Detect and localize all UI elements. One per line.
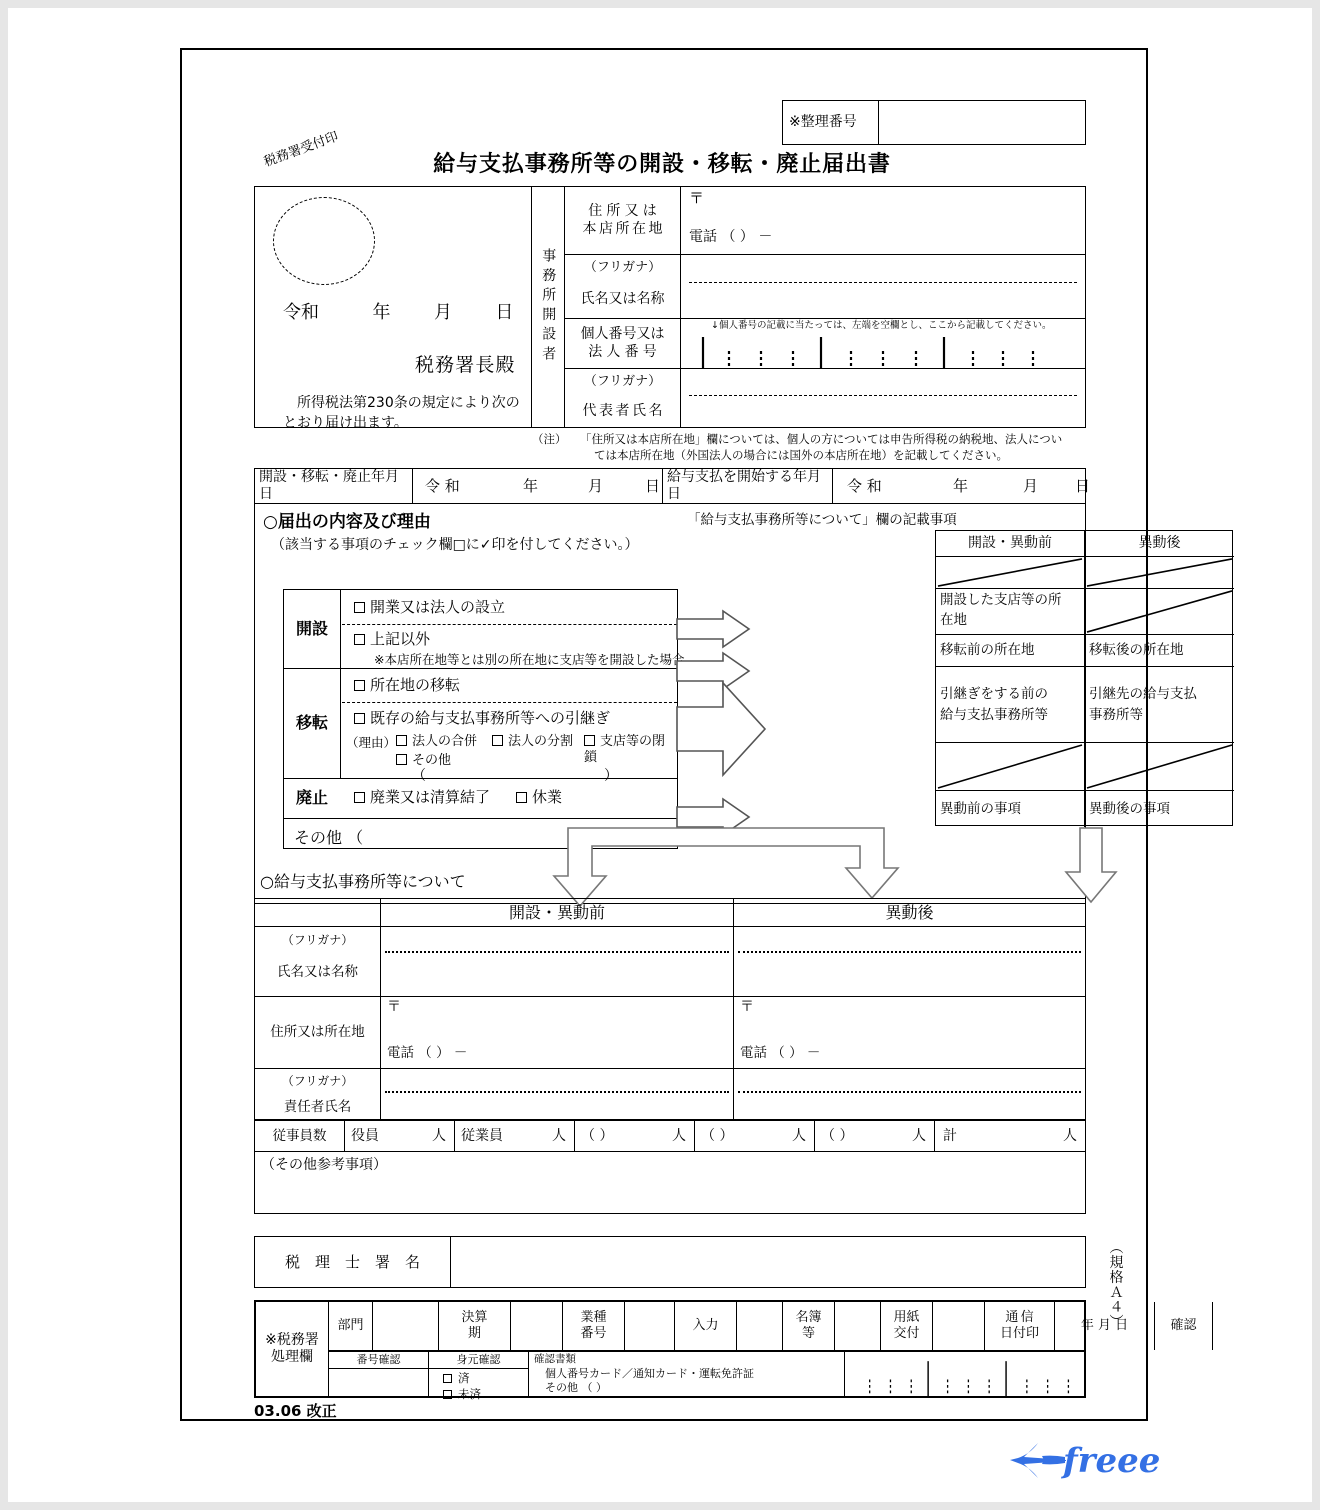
row-divider-1 — [284, 668, 677, 669]
checkbox-shozaichi-iten[interactable] — [354, 680, 365, 691]
checkbox-hikitsugi-label: 既存の給与支払事務所等への引継ぎ — [370, 709, 611, 727]
staff-cell-other-1-unit: 人 — [672, 1128, 686, 1144]
checkbox-bunkatsu-label: 法人の分割 — [508, 734, 574, 749]
payroll-manager-after-field[interactable] — [734, 1069, 1085, 1121]
row-divider-3 — [284, 818, 677, 819]
checkbox-item-sonota-riyuu[interactable] — [396, 753, 451, 769]
tax-accountant-row — [254, 1236, 1086, 1288]
payroll-name-after-field[interactable] — [734, 927, 1085, 997]
payroll-office-header-after: 異動後 — [734, 899, 1085, 927]
processing-val-nyuuryoku[interactable] — [737, 1302, 783, 1350]
staff-cell-other-3[interactable] — [815, 1121, 935, 1151]
verify-number-check-label: 番号確認 — [329, 1352, 429, 1369]
checkbox-item-hikitsugi[interactable] — [354, 709, 610, 728]
office-value-column — [681, 187, 1085, 427]
staff-cell-other-2[interactable] — [695, 1121, 815, 1151]
payroll-manager-before-divider — [385, 1091, 729, 1093]
reason-checkbox-table — [283, 589, 685, 849]
reference-row-3-after: 移転後の所在地 — [1085, 635, 1234, 667]
group-label-haishi: 廃止 — [295, 788, 328, 807]
reason-section-heading: ○届出の内容及び理由 — [263, 512, 431, 532]
swallow-icon — [1010, 1443, 1066, 1478]
verify-identity-options[interactable] — [429, 1369, 529, 1401]
submission-date-year: 年 — [372, 302, 391, 323]
reference-row-1-after — [1085, 557, 1234, 589]
payroll-manager-furigana-label: （フリガナ） — [281, 1073, 354, 1088]
diagonal-slash-1b — [1085, 557, 1234, 588]
address-note-line2: ては本店所在地（外国法人の場合には国外の本店所在地）を記載してください。 — [594, 448, 1008, 462]
staff-cell-yakuin-name: 役員 — [351, 1128, 379, 1144]
reference-table-header-before: 開設・異動前 — [936, 531, 1085, 557]
office-number-hint: ↓個人番号の記載に当たっては、左端を空欄とし、ここから記載してください。 — [711, 320, 1052, 331]
reference-table — [935, 530, 1233, 826]
checkbox-hikitsugi[interactable] — [354, 713, 365, 724]
diagonal-slash-5a — [936, 743, 1084, 790]
submission-date — [283, 302, 513, 325]
diagonal-slash-1a — [936, 557, 1084, 588]
verify-identity-option-pending[interactable] — [443, 1387, 481, 1401]
date-row — [254, 468, 1091, 504]
other-notes-box[interactable] — [254, 1152, 1086, 1214]
staff-cell-total[interactable] — [935, 1121, 1085, 1151]
processing-val-kessanki[interactable] — [511, 1302, 563, 1350]
payroll-name-label-cell — [255, 927, 381, 997]
payroll-start-era: 令 和 — [847, 477, 882, 495]
date-stamp-ticks — [845, 1352, 1084, 1396]
staff-count-label: 従事員数 — [255, 1121, 345, 1151]
statute-note-line1: 所得税法第230条の規定により次の — [297, 395, 520, 411]
office-name-label: 氏名又は名称 — [565, 282, 680, 319]
page-background — [8, 8, 1312, 1502]
office-number-ticks — [681, 335, 1087, 369]
processing-col-tsuushin: 通信 日付印 — [985, 1302, 1055, 1350]
checkbox-haigyou-label: 廃業又は清算結了 — [370, 788, 491, 806]
checkbox-identity-pending[interactable] — [443, 1390, 452, 1399]
reference-row-3-before: 移転前の所在地 — [936, 635, 1085, 667]
kaisetsu-supplement-note: ※本店所在地等とは別の所在地に支店等を開設した場合 — [374, 652, 685, 667]
reference-row-2-before-line1: 開設した支店等の所 — [940, 592, 1062, 608]
verify-identity-option-done-label: 済 — [458, 1371, 470, 1385]
receipt-stamp-label: 税務署受付印 — [262, 129, 341, 171]
group-label-iten: 移転 — [295, 713, 328, 732]
address-note-line1: 「住所又は本店所在地」欄については、個人の方については申告所得税の納税地、法人につい — [580, 432, 1063, 446]
checkbox-shozaichi-iten-label: 所在地の移転 — [370, 676, 461, 694]
payroll-phone-after[interactable]: 電話 （ ） － — [740, 1045, 821, 1061]
form-sheet — [180, 48, 1197, 1421]
checkbox-item-haigyou[interactable] — [354, 788, 490, 807]
office-number-field[interactable] — [681, 319, 1085, 369]
payroll-office-corner-cell — [255, 899, 381, 927]
office-name-field[interactable] — [681, 282, 1085, 319]
checkbox-kaigyou[interactable] — [354, 602, 365, 613]
office-furigana-field-1[interactable] — [681, 255, 1085, 282]
checkbox-item-jouki-igai[interactable] — [354, 630, 430, 649]
processing-col-nengappi: 年 月 日 — [1055, 1302, 1155, 1350]
other-reason-label: その他 （ — [294, 828, 364, 847]
reference-row-2-after — [1085, 589, 1234, 635]
processing-val-meibo[interactable] — [835, 1302, 881, 1350]
staff-cell-yakuin-unit: 人 — [432, 1128, 446, 1144]
office-label-column — [565, 187, 681, 427]
verify-date-stamp-field[interactable] — [845, 1352, 1084, 1396]
flow-arrows — [675, 589, 935, 849]
payroll-start-month: 月 — [1023, 477, 1039, 495]
staff-cell-jugyouin[interactable] — [455, 1121, 575, 1151]
processing-col-kakunin: 確認 — [1155, 1302, 1213, 1350]
down-flow-arrows — [562, 828, 1122, 908]
submission-date-era: 令和 — [283, 302, 319, 323]
office-representative-label: 代表者氏名 — [582, 403, 666, 420]
payroll-start-date-field[interactable] — [833, 469, 1091, 503]
reference-row-4-before — [936, 667, 1085, 743]
seirei-number-input[interactable] — [879, 101, 1085, 144]
postal-mark-icon: 〒 — [689, 189, 705, 207]
arrow-down-left-elbow — [554, 828, 898, 906]
payroll-manager-label-cell — [255, 1069, 381, 1121]
arrow-iten-shozaichi — [677, 653, 749, 689]
iten-reason-label: （理由） — [346, 735, 397, 750]
office-establisher-vertical-label: 事務所開設者 — [531, 187, 565, 427]
postal-mark-icon-before: 〒 — [387, 999, 401, 1015]
tax-accountant-label: 税 理 士 署 名 — [255, 1237, 451, 1287]
staff-count-row — [254, 1120, 1086, 1152]
processing-col-gyoushu: 業種 番号 — [563, 1302, 625, 1350]
payroll-manager-label: 責任者氏名 — [283, 1098, 352, 1115]
reference-row-4-before-line1: 引継ぎをする前の — [940, 686, 1048, 703]
reference-row-6-before: 異動前の事項 — [936, 791, 1085, 827]
tax-office-label-cell — [256, 1302, 329, 1396]
checkbox-kyuugyou[interactable] — [516, 792, 527, 803]
payroll-start-year: 年 — [953, 477, 969, 495]
reference-row-1-before — [936, 557, 1085, 589]
office-address-label: 住所又は 本店所在地 — [565, 187, 680, 255]
verify-docs-line2: その他 （ ） — [545, 1381, 607, 1394]
iten-paren-open: （ — [412, 768, 426, 784]
payroll-office-header-before: 開設・異動前 — [381, 899, 734, 927]
checkbox-item-heisa[interactable] — [584, 734, 677, 767]
diagonal-slash-2b — [1085, 589, 1234, 634]
payroll-manager-after-divider — [738, 1091, 1081, 1093]
verify-identity-check-label: 身元確認 — [429, 1352, 529, 1369]
event-date-field[interactable] — [413, 469, 663, 503]
verify-docs-label: 確認書類 — [534, 1353, 576, 1365]
staff-cell-other-3-name: （ ） — [821, 1128, 854, 1144]
checkbox-jouki-igai[interactable] — [354, 634, 365, 645]
payroll-office-heading: ○給与支払事務所等について — [260, 872, 466, 891]
reference-row-2-before-line2: 在地 — [940, 611, 967, 628]
reference-row-2-before — [936, 589, 1085, 635]
tax-accountant-field[interactable] — [451, 1237, 1085, 1287]
payroll-address-after-field[interactable] — [734, 997, 1085, 1069]
staff-cell-jugyouin-unit: 人 — [552, 1128, 566, 1144]
seirei-number-label: ※整理番号 — [783, 101, 879, 144]
group-divider-kaisetsu — [340, 590, 341, 668]
staff-cell-other-2-name: （ ） — [701, 1128, 734, 1144]
checkbox-heisa[interactable] — [584, 735, 595, 746]
staff-cell-total-name: 計 — [943, 1128, 957, 1144]
tax-office-processing-block — [254, 1300, 1197, 1401]
submission-date-day: 日 — [495, 302, 514, 323]
verify-identity-option-pending-label: 未済 — [458, 1387, 481, 1401]
reference-row-5-after — [1085, 743, 1234, 791]
tax-office-bottom-strip — [329, 1352, 1084, 1401]
checkbox-kyuugyou-label: 休業 — [532, 788, 563, 806]
processing-val-bumon[interactable] — [373, 1302, 439, 1350]
office-address-field[interactable] — [681, 187, 1085, 255]
revision-note: 03.06 改正 — [254, 1402, 337, 1420]
payroll-name-after-divider — [738, 951, 1081, 953]
event-date-day: 日 — [645, 477, 661, 495]
event-date-label: 開設・移転・廃止年月日 — [255, 469, 413, 503]
reference-row-4-before-line2: 給与支払事務所等 — [940, 706, 1048, 723]
checkbox-sonota-riyuu[interactable] — [396, 754, 407, 765]
staff-cell-other-2-unit: 人 — [792, 1128, 806, 1144]
office-furigana-field-2[interactable] — [681, 369, 1085, 395]
seirei-number-box — [782, 100, 1086, 145]
staff-cell-other-1[interactable] — [575, 1121, 695, 1151]
form-title: 給与支払事務所等の開設・移転・廃止届出書 — [433, 152, 891, 178]
group-label-kaisetsu: 開設 — [295, 619, 328, 638]
freee-logo-svg — [1008, 1430, 1161, 1492]
office-phone-field[interactable]: 電話 （ ） － — [689, 229, 773, 245]
processing-col-nyuuryoku: 入力 — [675, 1302, 737, 1350]
payroll-name-before-divider — [385, 951, 729, 953]
addressee-label: 税務署長殿 — [415, 354, 516, 376]
payroll-name-furigana-label: （フリガナ） — [281, 932, 354, 947]
checkbox-item-kyuugyou[interactable] — [516, 788, 562, 807]
group-divider-iten — [340, 668, 341, 778]
upper-main-block — [254, 186, 1086, 431]
staff-cell-total-unit: 人 — [1063, 1128, 1077, 1144]
processing-col-youshi: 用紙 交付 — [881, 1302, 933, 1350]
paper-spec-vertical-label: （規格Ａ４） — [1107, 1240, 1124, 1330]
payroll-address-before-field[interactable] — [381, 997, 734, 1069]
office-furigana-label-2: （フリガナ） — [583, 373, 662, 389]
processing-val-gyoushu[interactable] — [625, 1302, 675, 1350]
checkbox-item-kaigyou[interactable] — [354, 598, 505, 617]
tax-office-label-line1: ※税務署 — [265, 1331, 319, 1348]
arrow-kaisetsu — [677, 611, 749, 647]
checkbox-item-bunkatsu[interactable] — [492, 734, 573, 750]
checkbox-jouki-igai-label: 上記以外 — [370, 630, 431, 648]
verify-number-check-field[interactable] — [329, 1369, 429, 1396]
iten-inner-divider — [342, 702, 677, 703]
office-number-label: 個人番号又は 法人番号 — [565, 319, 680, 369]
reference-row-4-after-line2: 事務所等 — [1089, 706, 1143, 723]
verify-docs-line1: 個人番号カード／通知カード・運転免許証 — [545, 1367, 754, 1380]
address-note-marker: （注） — [532, 432, 567, 446]
office-representative-field[interactable] — [681, 395, 1085, 429]
kaisetsu-inner-divider — [342, 624, 677, 625]
payroll-start-day: 日 — [1075, 477, 1091, 495]
staff-cell-yakuin[interactable] — [345, 1121, 455, 1151]
checkbox-gappei[interactable] — [396, 735, 407, 746]
payroll-name-before-field[interactable] — [381, 927, 734, 997]
receipt-stamp-circle — [273, 197, 375, 285]
processing-col-kessanki: 決算 期 — [439, 1302, 511, 1350]
staff-cell-other-3-unit: 人 — [912, 1128, 926, 1144]
tax-office-label-line2: 処理欄 — [271, 1349, 313, 1365]
reference-row-4-after — [1085, 667, 1234, 743]
office-furigana-label-1: （フリガナ） — [583, 260, 662, 276]
submission-date-month: 月 — [433, 302, 452, 323]
event-date-month: 月 — [588, 477, 604, 495]
statute-note-line2: とおり届け出ます。 — [283, 415, 408, 431]
payroll-manager-before-field[interactable] — [381, 1069, 734, 1121]
reference-row-4-after-line1: 引継先の給与支払 — [1089, 686, 1197, 703]
reference-table-header-after: 異動後 — [1085, 531, 1234, 557]
checkbox-bunkatsu[interactable] — [492, 735, 503, 746]
verify-docs-cell — [529, 1352, 845, 1396]
checkbox-kaigyou-label: 開業又は法人の設立 — [370, 598, 506, 616]
checkbox-gappei-label: 法人の合併 — [412, 734, 478, 749]
processing-val-youshi[interactable] — [933, 1302, 985, 1350]
postal-mark-icon-after: 〒 — [740, 999, 754, 1015]
row-divider-2 — [284, 778, 677, 779]
arrow-down-right — [1066, 828, 1116, 902]
payroll-phone-before[interactable]: 電話 （ ） － — [387, 1045, 468, 1061]
other-notes-label: （その他参考事項） — [261, 1157, 387, 1173]
processing-col-meibo: 名簿 等 — [783, 1302, 835, 1350]
diagonal-slash-5b — [1085, 743, 1234, 790]
payroll-name-label: 氏名又は名称 — [277, 963, 358, 980]
checkbox-item-shozaichi-iten[interactable] — [354, 676, 460, 695]
freee-logo — [1008, 1430, 1161, 1492]
event-date-year: 年 — [523, 477, 539, 495]
iten-paren-close: ） — [604, 768, 618, 784]
payroll-start-date-label: 給与支払を開始する年月日 — [663, 469, 833, 503]
processing-col-bumon: 部門 — [329, 1302, 373, 1350]
reference-row-6-after: 異動後の事項 — [1089, 800, 1170, 817]
event-date-era: 令 和 — [425, 477, 460, 495]
reason-section-subheading: （該当する事項のチェック欄□に✓印を付してください。） — [271, 537, 639, 553]
staff-cell-jugyouin-name: 従業員 — [461, 1128, 503, 1144]
arrow-iten-hikitsugi — [677, 683, 765, 775]
reference-table-caption: 「給与支払事務所等について」欄の記載事項 — [687, 512, 957, 528]
tax-office-top-strip — [329, 1302, 1197, 1352]
checkbox-haigyou[interactable] — [354, 792, 365, 803]
freee-wordmark: freee — [1063, 1441, 1161, 1481]
checkbox-item-gappei[interactable] — [396, 734, 477, 750]
payroll-address-label: 住所又は所在地 — [255, 997, 381, 1069]
verify-identity-option-done[interactable] — [443, 1371, 470, 1385]
checkbox-identity-done[interactable] — [443, 1374, 452, 1383]
staff-cell-other-1-name: （ ） — [581, 1128, 614, 1144]
reference-row-5-before — [936, 743, 1085, 791]
checkbox-heisa-label: 支店等の閉鎖 — [584, 734, 666, 766]
payroll-office-table — [254, 898, 1086, 1120]
checkbox-sonota-riyuu-label: その他 — [412, 753, 452, 768]
